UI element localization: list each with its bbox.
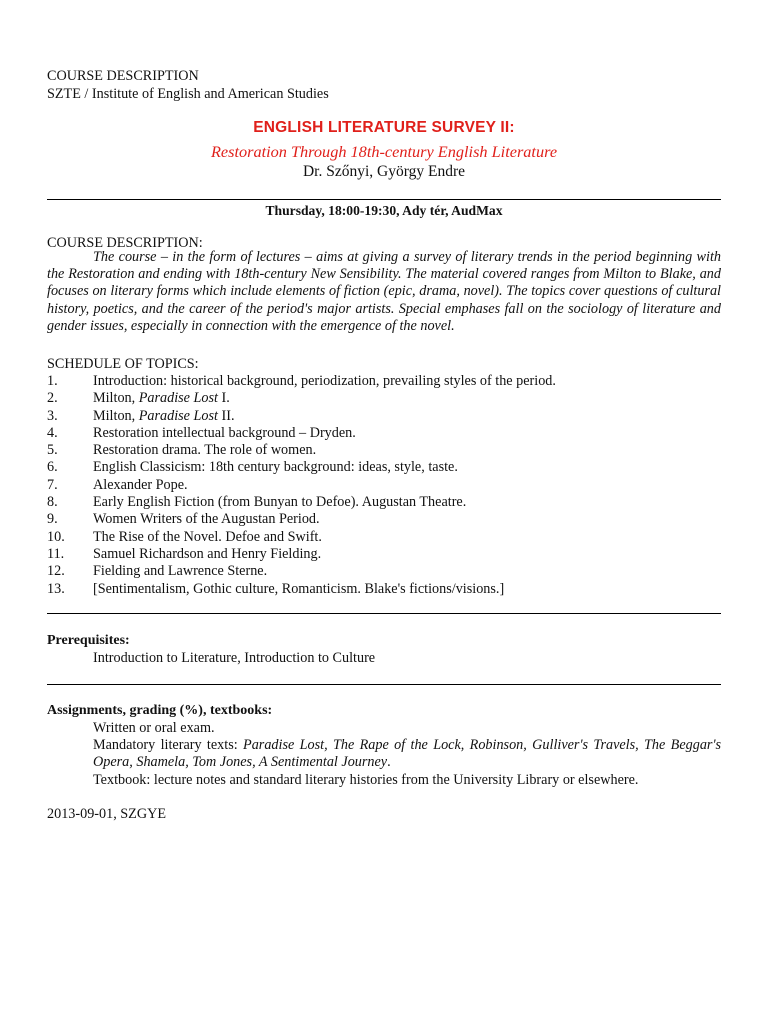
schedule-item-text: The Rise of the Novel. Defoe and Swift.	[93, 528, 322, 545]
schedule-item-text: Samuel Richardson and Henry Fielding.	[93, 545, 322, 562]
schedule-item-text: Women Writers of the Augustan Period.	[93, 511, 320, 528]
schedule-item-number: 13.	[47, 580, 65, 597]
schedule-item-text: Restoration drama. The role of women.	[93, 442, 317, 459]
schedule-item-text: Introduction: historical background, periodization, prevailing styles of the period.	[93, 373, 556, 389]
schedule-heading-initial: S	[47, 356, 55, 372]
description-heading-rest: OURSE DESCRIPTION:	[56, 235, 203, 251]
schedule-item	[47, 563, 721, 580]
mandatory-end: .	[387, 754, 391, 771]
course-author: Dr. Szőnyi, György Endre	[302, 163, 466, 180]
schedule-item-text: English Classicism: 18th century background: ideas, style, taste.	[93, 459, 458, 476]
schedule-item-number: 10.	[47, 528, 65, 545]
divider	[47, 613, 721, 614]
schedule-item-number: 1.	[47, 373, 58, 389]
schedule-item-text: Milton, Paradise Lost I.	[93, 390, 230, 407]
schedule-item-text: Milton, Paradise Lost II.	[93, 407, 235, 424]
schedule-item-text: [Sentimentalism, Gothic culture, Romanticism. Blake's fictions/visions.]	[93, 580, 505, 597]
session-info: Thursday, 18:00-19:30, Ady tér, AudMax	[265, 203, 503, 218]
footer-date: 2013-09-01, SZGYE	[47, 806, 167, 822]
schedule-item-number: 8.	[47, 494, 58, 511]
course-title: ENGLISH LITERATURE SURVEY II:	[253, 119, 515, 136]
schedule-item	[47, 494, 721, 511]
schedule-item	[47, 408, 721, 425]
schedule-heading	[47, 356, 199, 373]
assignments-heading: Assignments, grading (%), textbooks:	[47, 703, 273, 718]
exam-text: Written or oral exam.	[93, 720, 215, 736]
divider	[47, 199, 721, 200]
prerequisites-text: Introduction to Literature, Introduction to Culture	[93, 650, 376, 666]
divider	[47, 684, 721, 685]
schedule-item-number: 9.	[47, 511, 58, 528]
textbook-text: Textbook: lecture notes and standard literary histories from the University Library or elsewhere.	[93, 772, 639, 788]
schedule-item-number: 7.	[47, 476, 58, 493]
schedule-item-number: 12.	[47, 563, 65, 580]
course-subtitle: Restoration Through 18th-century English Literature	[210, 142, 558, 161]
institute-label: SZTE / Institute of English and American Studies	[47, 86, 329, 102]
schedule-item-text: Early English Fiction (from Bunyan to Defoe). Augustan Theatre.	[93, 494, 467, 511]
schedule-item-text: Restoration intellectual background – Dryden.	[93, 424, 356, 441]
description-text: The course – in the form of lectures – aims at giving a survey of literary trends in the period beginning with the Restoration and ending with 18th-century New Sensibility. The material covered ranges from Milton to Blake, and focuses on literary forms which include elements of fiction (epic, drama, novel). The topics cover questions of cultural history, poetics, and the career of the period's major artists. Special emphases fall on the sociology of literature and gender issues, especially in connection with the emergence of the novel.	[47, 249, 721, 334]
schedule-item	[47, 581, 721, 598]
header-label: COURSE DESCRIPTION	[47, 68, 199, 84]
schedule-item	[47, 546, 721, 563]
schedule-item	[47, 390, 721, 407]
schedule-item	[47, 373, 721, 390]
schedule-item-number: 6.	[47, 459, 58, 476]
schedule-item	[47, 459, 721, 476]
schedule-item-number: 3.	[47, 407, 58, 424]
schedule-item-number: 4.	[47, 424, 58, 441]
mandatory-titles: Paradise Lost, The Rape of the Lock, Robinson, Gulliver's Travels, The Beggar's Opera, Shamela, Tom Jones, A Sentimental Journey	[93, 737, 722, 771]
schedule-item	[47, 529, 721, 546]
schedule-item-text: Alexander Pope.	[93, 476, 188, 493]
schedule-item	[47, 442, 721, 459]
schedule-heading-rest: CHEDULE OF TOPICS:	[54, 356, 199, 372]
description-heading-initial: C	[47, 235, 57, 251]
mandatory-label: Mandatory literary texts:	[93, 737, 244, 753]
schedule-item	[47, 477, 721, 494]
schedule-list	[47, 373, 721, 598]
mandatory-texts	[93, 737, 721, 771]
schedule-item	[47, 511, 721, 528]
prerequisites-heading: Prerequisites:	[47, 633, 130, 648]
schedule-item	[47, 425, 721, 442]
schedule-item-number: 5.	[47, 442, 58, 459]
schedule-item-number: 11.	[47, 545, 65, 562]
schedule-item-text: Fielding and Lawrence Sterne.	[93, 563, 268, 580]
schedule-item-number: 2.	[47, 390, 58, 407]
